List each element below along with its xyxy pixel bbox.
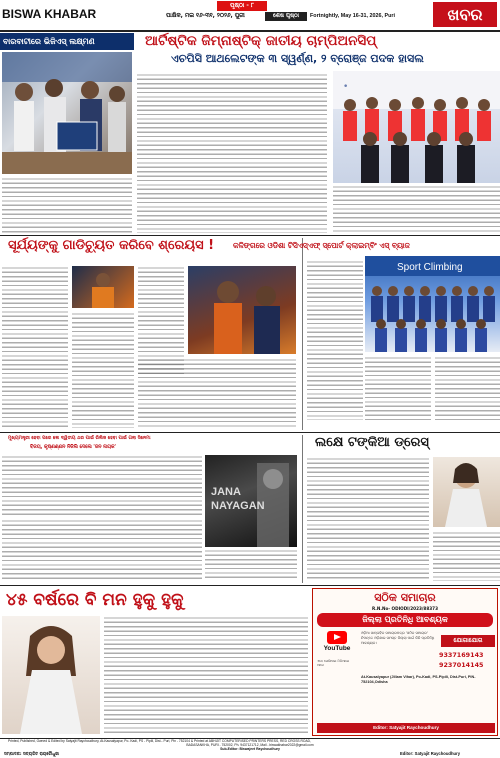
climb-banner-text: Sport Climbing [397, 262, 463, 273]
story-jana [0, 435, 300, 583]
story-left-headline: ବାରବାଟୀରେ ଭିଜିଏସ୍ ଲକ୍ଷ୍ମଣ [0, 33, 134, 50]
story-left [0, 33, 134, 233]
poster-title-line1: JANA [211, 486, 241, 498]
ad-box [312, 588, 498, 736]
dress-headline: ଲକ୍ଷେ ଟଙ୍କିଆ ଡ୍ରେସ୍ [315, 435, 429, 450]
footer [0, 739, 500, 758]
gym-team-photo [333, 71, 500, 183]
climb-team-photo [365, 256, 500, 352]
right-date-line: Fortnightly, May 16-31, 2026, Puri [310, 13, 395, 19]
jana-subhead-1: ମୁଖ୍ୟମନ୍ତ୍ରୀ ହେବା ପରେ ଲେ ଦ୍ୱିତୀୟ ଥର ପାଇଁ ରିଲିଜ ହେବା ପାଇଁ ଗଲା ସିନେମା [8, 436, 151, 441]
jana-body-col2 [2, 519, 202, 581]
story-shreyas [0, 238, 300, 430]
story-45-body [104, 616, 308, 734]
story-dress [305, 435, 500, 583]
masthead-logo: ଖବର [433, 2, 497, 27]
ad-editor: Editor: Satyajit Raychoudhury [317, 723, 495, 733]
jana-subhead-2: ବିଜୟ, କୃଷ୍ଣଣ୍ଣନ ନିଜିଲି ଦେଲେ 'ଜନ ନାୟକ' [30, 445, 116, 450]
footer-editor-right: Editor: Satyajit Raychoudhury [400, 751, 461, 756]
dress-body-col2 [433, 531, 500, 581]
actress-photo [2, 616, 100, 734]
phone-2[interactable]: 9237014145 [439, 661, 484, 669]
story-left-body [2, 177, 132, 233]
youtube-text: YouTube [323, 645, 351, 652]
yt-note: ଏବେ ସୋସିଆଲ ମିଡିଆରେ ଆମେ [317, 659, 350, 668]
laxman-photo [2, 52, 132, 174]
footer-line-1: Printed, Published, Owned & Edited by Satyajit Raychoudhury, At-Kausalyapur, Po- Kadi, PS - Pipili, Dist.- Puri, Pin - 752104 & Printed at ABHIJIT COMPUTERISED PRINTERS PRESS, RED CROSS ROAD, [8, 739, 311, 743]
contact-label: ଯୋଗାଯୋଗ [441, 635, 495, 647]
climb-body-col2 [365, 356, 431, 422]
jana-body-col3 [205, 549, 297, 581]
shreyas-body-col4 [138, 358, 296, 428]
gym-body-right [333, 185, 500, 233]
footer-sub-editor: Sub-Editor: Biswajeet Raychoudhury [220, 747, 280, 751]
masthead [0, 0, 500, 30]
dress-photo [433, 457, 500, 527]
shreyas-photo-main [188, 266, 296, 354]
ad-banner: ଜିଲ୍ଲା ପ୍ରତିନିଧି ଆବଶ୍ୟକ [317, 613, 493, 627]
climb-headline: କଳିଙ୍ଗରେ ଓଡିଶା ଟିସିଏସ୍ଏଫ୍ ସ୍ପୋର୍ଟ କ୍ଲାଇମ୍ବିଂ ଏସ୍ ବ୍ୟାଜ [233, 241, 410, 250]
climb-body-col3 [435, 356, 500, 422]
svg-text:•: • [343, 82, 349, 92]
gym-body-left [137, 73, 327, 233]
poster-title-line2: NAYAGAN [211, 500, 265, 512]
date-line: ପାକ୍ଷିକ, ମଇ ୧୬-୩୧, ୨୦୨୬, ପୁରୀ [166, 13, 245, 19]
gym-headline-2: ଏଚପିସି ଆଥଲେଟଙ୍କ ୩ ସ୍ୱର୍ଣ୍ଣ, ୨ ବ୍ରୋଞ୍ଜ ପଦକ ହାସଲ [171, 52, 424, 65]
ad-address: At-Kausalyapur (Jillam Vihar), Po-Kadi, PS-Pipili, Dist-Puri, PIN-752104,Odisha [361, 675, 476, 684]
story-climb [233, 238, 500, 430]
gym-headline-1: ଆର୍ଟିଷ୍ଟିକ ଜିମ୍ନାଷ୍ଟିକ୍ ଜାତୀୟ ଚାମ୍ପିଅନସିପ୍ [145, 33, 377, 49]
shreyas-body-col1 [2, 266, 68, 428]
phone-1[interactable]: 9337169143 [439, 651, 484, 659]
climb-body-col1 [307, 260, 363, 420]
story-45 [0, 588, 310, 736]
shreyas-headline: ସୂର୍ଯ୍ୟଙ୍କୁ ଗାଡିଚ୍ୟୁତ କରିବେ ଶ୍ରେୟସ ! [8, 238, 215, 253]
youtube-logo [317, 631, 357, 657]
shreyas-body-col2 [72, 312, 134, 428]
ad-title: ସଠିକ ସମାଚାର [374, 591, 436, 604]
footer-line-2: BADASANKHA, PURI - 752002, Ph. 9437121712, Mail - biswakhabar2022@gmail.com [186, 743, 314, 747]
ad-rni: R.N.No- ODIODI/2023/88373 [371, 606, 439, 611]
dress-body-col1 [307, 457, 429, 581]
footer-editor-left: ସମ୍ପାଦକ: ସତ୍ୟଜିତ ରାୟଚୌଧୁରୀ [4, 751, 60, 756]
jana-poster [205, 455, 297, 547]
jana-body-col1 [2, 455, 202, 515]
section-badge: ଶେଷ ପୃଷ୍ଠା [265, 12, 307, 21]
masthead-left-title: BISWA KHABAR [2, 7, 97, 21]
story-top [137, 33, 500, 233]
story-45-headline: ୪୫ ବର୍ଷରେ ବି ମନ ହୁକୁ ହୁକୁ [6, 590, 184, 610]
ad-intro: ଓଡ଼ିଆ ସାପ୍ତାହିକ ସମାଚାରପତ୍ର 'ସଠିକ ସମାଚାର' ନିମନ୍ତେ ଓଡ଼ିଶାର ସମସ୍ତ ଜିଲ୍ଲା ପାଇଁ କିଛି ପ୍ରତିନିଧି ଆବଶ୍ୟକ। [361, 631, 435, 645]
shreyas-photo-small [72, 266, 134, 308]
page-badge: ପୃଷ୍ଠା - ୮ [217, 1, 267, 11]
